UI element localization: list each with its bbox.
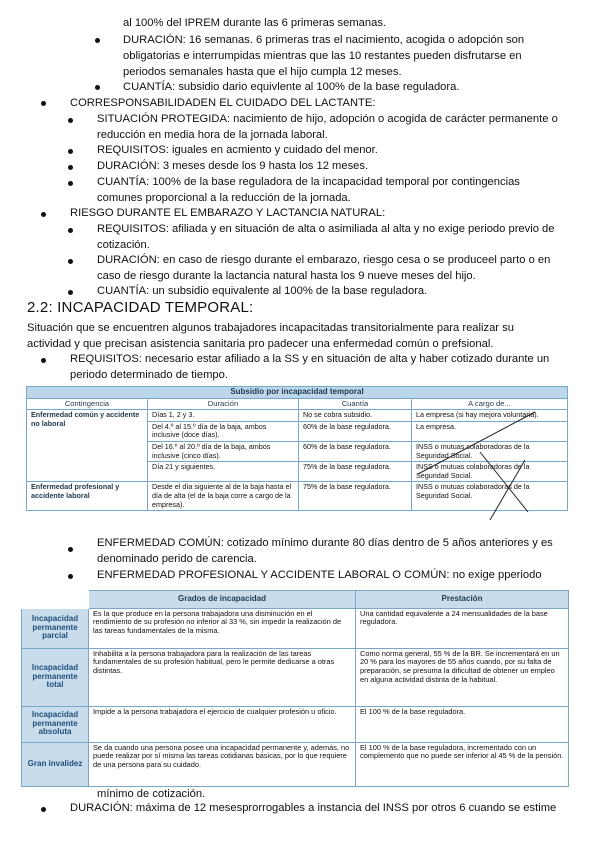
desc-cell: Se da cuando una persona posee una incapacidad permanente y, además, no puede realizar por sí misma las tareas cotidianas básicas, por lo que requiere de una persona para su cuidado.: [89, 742, 356, 786]
table-row: [22, 706, 569, 742]
col-header: Contingencia: [27, 398, 148, 410]
bullet-icon: [68, 228, 73, 233]
riesgo-title: RIESGO DURANTE EL EMBARAZO Y LACTANCIA NATURAL:: [70, 207, 386, 219]
riesgo-duracion: DURACIÓN: en caso de riesgo durante el embarazo, riesgo cesa o se produceel parto o en: [97, 254, 551, 266]
prestacion-cell: Como norma general, 55 % de la BR. Se incrementará en un 20 % para los mayores de 55 años cuando, por su falta de preparación, se presuma la dificultad de obtener un empleo en alguna actividad distinta de la habitual.: [356, 648, 569, 706]
cuantia-cell: 60% de la base reguladora.: [299, 441, 412, 461]
footer-duracion: DURACIÓN: máxima de 12 mesesprorrogables a instancia del INSS por otros 6 cuando se estime: [70, 802, 557, 814]
bullet-icon: [95, 85, 100, 90]
bullet-icon: [41, 101, 46, 106]
section-paragraph-1: Situación que se encuentren algunos trabajadores incapacitadas transitorialmente para realizar su: [27, 322, 514, 334]
cuantia-cell: 75% de la base reguladora.: [299, 462, 412, 482]
cargo-cell: La empresa (si hay mejora voluntaria).: [412, 410, 568, 422]
desc-cell: Es la que produce en la persona trabajadora una disminución en el rendimiento de su profesión no inferior al 33 %, sin impedir la realización de las tareas fundamentales de la misma.: [89, 608, 356, 648]
section-requisitos: REQUISITOS: necesario estar afiliado a la SS y en situación de alta y haber cotizado durante un: [70, 353, 550, 365]
corresp-duracion: DURACIÓN: 3 meses desde los 9 hasta los 12 meses.: [97, 160, 369, 172]
col-header: Prestación: [356, 591, 569, 609]
riesgo-cuantia: CUANTÍA: un subsidio equivalente al 100% de la base reguladora.: [97, 285, 428, 297]
footer-line-1: mínimo de cotización.: [97, 788, 206, 800]
section-title: 2.2: INCAPACIDAD TEMPORAL:: [27, 299, 254, 316]
col-header: Duración: [148, 398, 299, 410]
bullet-icon: [68, 259, 73, 264]
grade-cell: Incapacidad permanente parcial: [22, 608, 89, 648]
intro-cuantia: CUANTÍA: subsidio dario equivlente al 100% de la base reguladora.: [123, 81, 460, 93]
table-row: [22, 742, 569, 786]
section-requisitos-l2: periodo determinado de tiempo.: [70, 369, 228, 381]
label: DURACIÓN: [123, 34, 183, 46]
intro-duracion-l3: periodos semanales hasta que el hijo cumpla 12 meses.: [123, 66, 402, 78]
corresp-situacion: SITUACIÓN PROTEGIDA: nacimiento de hijo, adopción o acogida de carácter permanente o: [97, 113, 558, 125]
prestacion-cell: El 100 % de la base reguladora.: [356, 706, 569, 742]
intro-line-1: al 100% del IPREM durante las 6 primeras semanas.: [123, 17, 387, 29]
duracion-cell: Del 16.º al 20.º día de la baja, ambos inclusive (cinco días).: [148, 441, 299, 461]
enfermedad-profesional: ENFERMEDAD PROFESIONAL Y ACCIDENTE LABORAL O COMÚN: no exige pperiodo: [97, 569, 542, 581]
intro-duracion-l2: obligatorias e interrumpidas mientras que las 10 restantes pueden disfrutarse en: [123, 50, 522, 62]
duracion-cell: Del 4.º al 15.º día de la baja, ambos inclusive (doce días).: [148, 421, 299, 441]
duracion-cell: Días 1, 2 y 3.: [148, 410, 299, 422]
grados-incapacidad-table: [21, 590, 569, 787]
bullet-icon: [68, 547, 73, 552]
section-paragraph-2: actividad y que precisan asistencia sanitaria pro padecer una enfermedad común o prefsional.: [27, 338, 494, 350]
bullet-icon: [68, 165, 73, 170]
table-row: [22, 608, 569, 648]
riesgo-requisitos: REQUISITOS: afiliada y en situación de alta o asimiliada al alta y no exige periodo previo de: [97, 223, 555, 235]
prestacion-cell: Una cantidad equivalente a 24 mensualidades de la base reguladora.: [356, 608, 569, 648]
bullet-icon: [41, 212, 46, 217]
bullet-icon: [68, 149, 73, 154]
strike-line: [480, 452, 528, 512]
riesgo-requisitos-l2: cotización.: [97, 239, 150, 251]
enfermedad-comun-l2: denominado perido de carencia.: [97, 553, 257, 565]
bullet-icon: [95, 38, 100, 43]
table-caption: Subsidio por incapacidad temporal: [27, 387, 568, 399]
contingencia-cell: Enfermedad común y accidente no laboral: [27, 410, 148, 482]
col-header: Cuantía: [299, 398, 412, 410]
strike-line: [490, 460, 525, 520]
corresp-requisitos: REQUISITOS: iguales en acmiento y cuidado del menor.: [97, 144, 378, 156]
corresp-cuantia: CUANTÍA: 100% de la base reguladora de la incapacidad temporal por contingencias: [97, 176, 520, 188]
cuantia-cell: 75% de la base reguladora.: [299, 482, 412, 511]
duracion-cell: Desde el día siguiente al de la baja hasta el día de alta (el de la baja corre a cargo de la empresa).: [148, 482, 299, 511]
bullet-icon: [41, 358, 46, 363]
contingencia-cell: Enfermedad profesional y accidente laboral: [27, 482, 148, 511]
riesgo-duracion-l2: caso de riesgo durante la lactancia natural hasta los 9 nueve meses del hijo.: [97, 270, 476, 282]
enfermedad-comun: ENFERMEDAD COMÚN: cotizado mínimo durante 80 días dentro de 5 años anteriores y es: [97, 537, 553, 549]
table-row: [22, 648, 569, 706]
bullet-icon: [68, 118, 73, 123]
col-header: A cargo de...: [412, 398, 568, 410]
cuantia-cell: 60% de la base reguladora.: [299, 421, 412, 441]
corresp-situacion-l2: reducción en media hora de la jornada laboral.: [97, 129, 328, 141]
cross-out-marks: [410, 402, 560, 532]
cuantia-cell: No se cobra subsidio.: [299, 410, 412, 422]
desc-cell: Inhabilita a la persona trabajadora para la realización de las tareas fundamentales de su profesión habitual, pero le permite dedicarse a otras distintas.: [89, 648, 356, 706]
cargo-cell: INSS o mutuas colaboradoras de la Seguridad Social.: [412, 462, 568, 482]
corner-cell: [22, 591, 89, 609]
corresp-title: CORRESPONSABILIDADEN EL CUIDADO DEL LACTANTE:: [70, 97, 376, 109]
bullet-icon: [68, 181, 73, 186]
strike-line: [418, 412, 535, 474]
grade-cell: Gran invalidez: [22, 742, 89, 786]
grade-cell: Incapacidad permanente total: [22, 648, 89, 706]
corresp-cuantia-l2: comunes proporcional a la reducción de la jornada.: [97, 192, 351, 204]
cargo-cell: INSS o mutuas colaboradoras de la Seguridad Social.: [412, 441, 568, 461]
desc-cell: Impide a la persona trabajadora el ejercicio de cualquier profesión u oficio.: [89, 706, 356, 742]
prestacion-cell: El 100 % de la base reguladora, incrementado con un complemento que no puede ser inferior al 45 % de la pensión.: [356, 742, 569, 786]
intro-duracion: DURACIÓN: 16 semanas. 6 primeras tras el nacimiento, acogida o adopción son: [123, 34, 525, 46]
cargo-cell: INSS o mutuas colaboradoras de la Seguridad Social.: [412, 482, 568, 511]
bullet-icon: [41, 807, 46, 812]
grade-cell: Incapacidad permanente absoluta: [22, 706, 89, 742]
duracion-cell: Día 21 y siguientes.: [148, 462, 299, 482]
bullet-icon: [68, 290, 73, 295]
col-header: Grados de incapacidad: [89, 591, 356, 609]
cargo-cell: La empresa.: [412, 421, 568, 441]
bullet-icon: [68, 574, 73, 579]
